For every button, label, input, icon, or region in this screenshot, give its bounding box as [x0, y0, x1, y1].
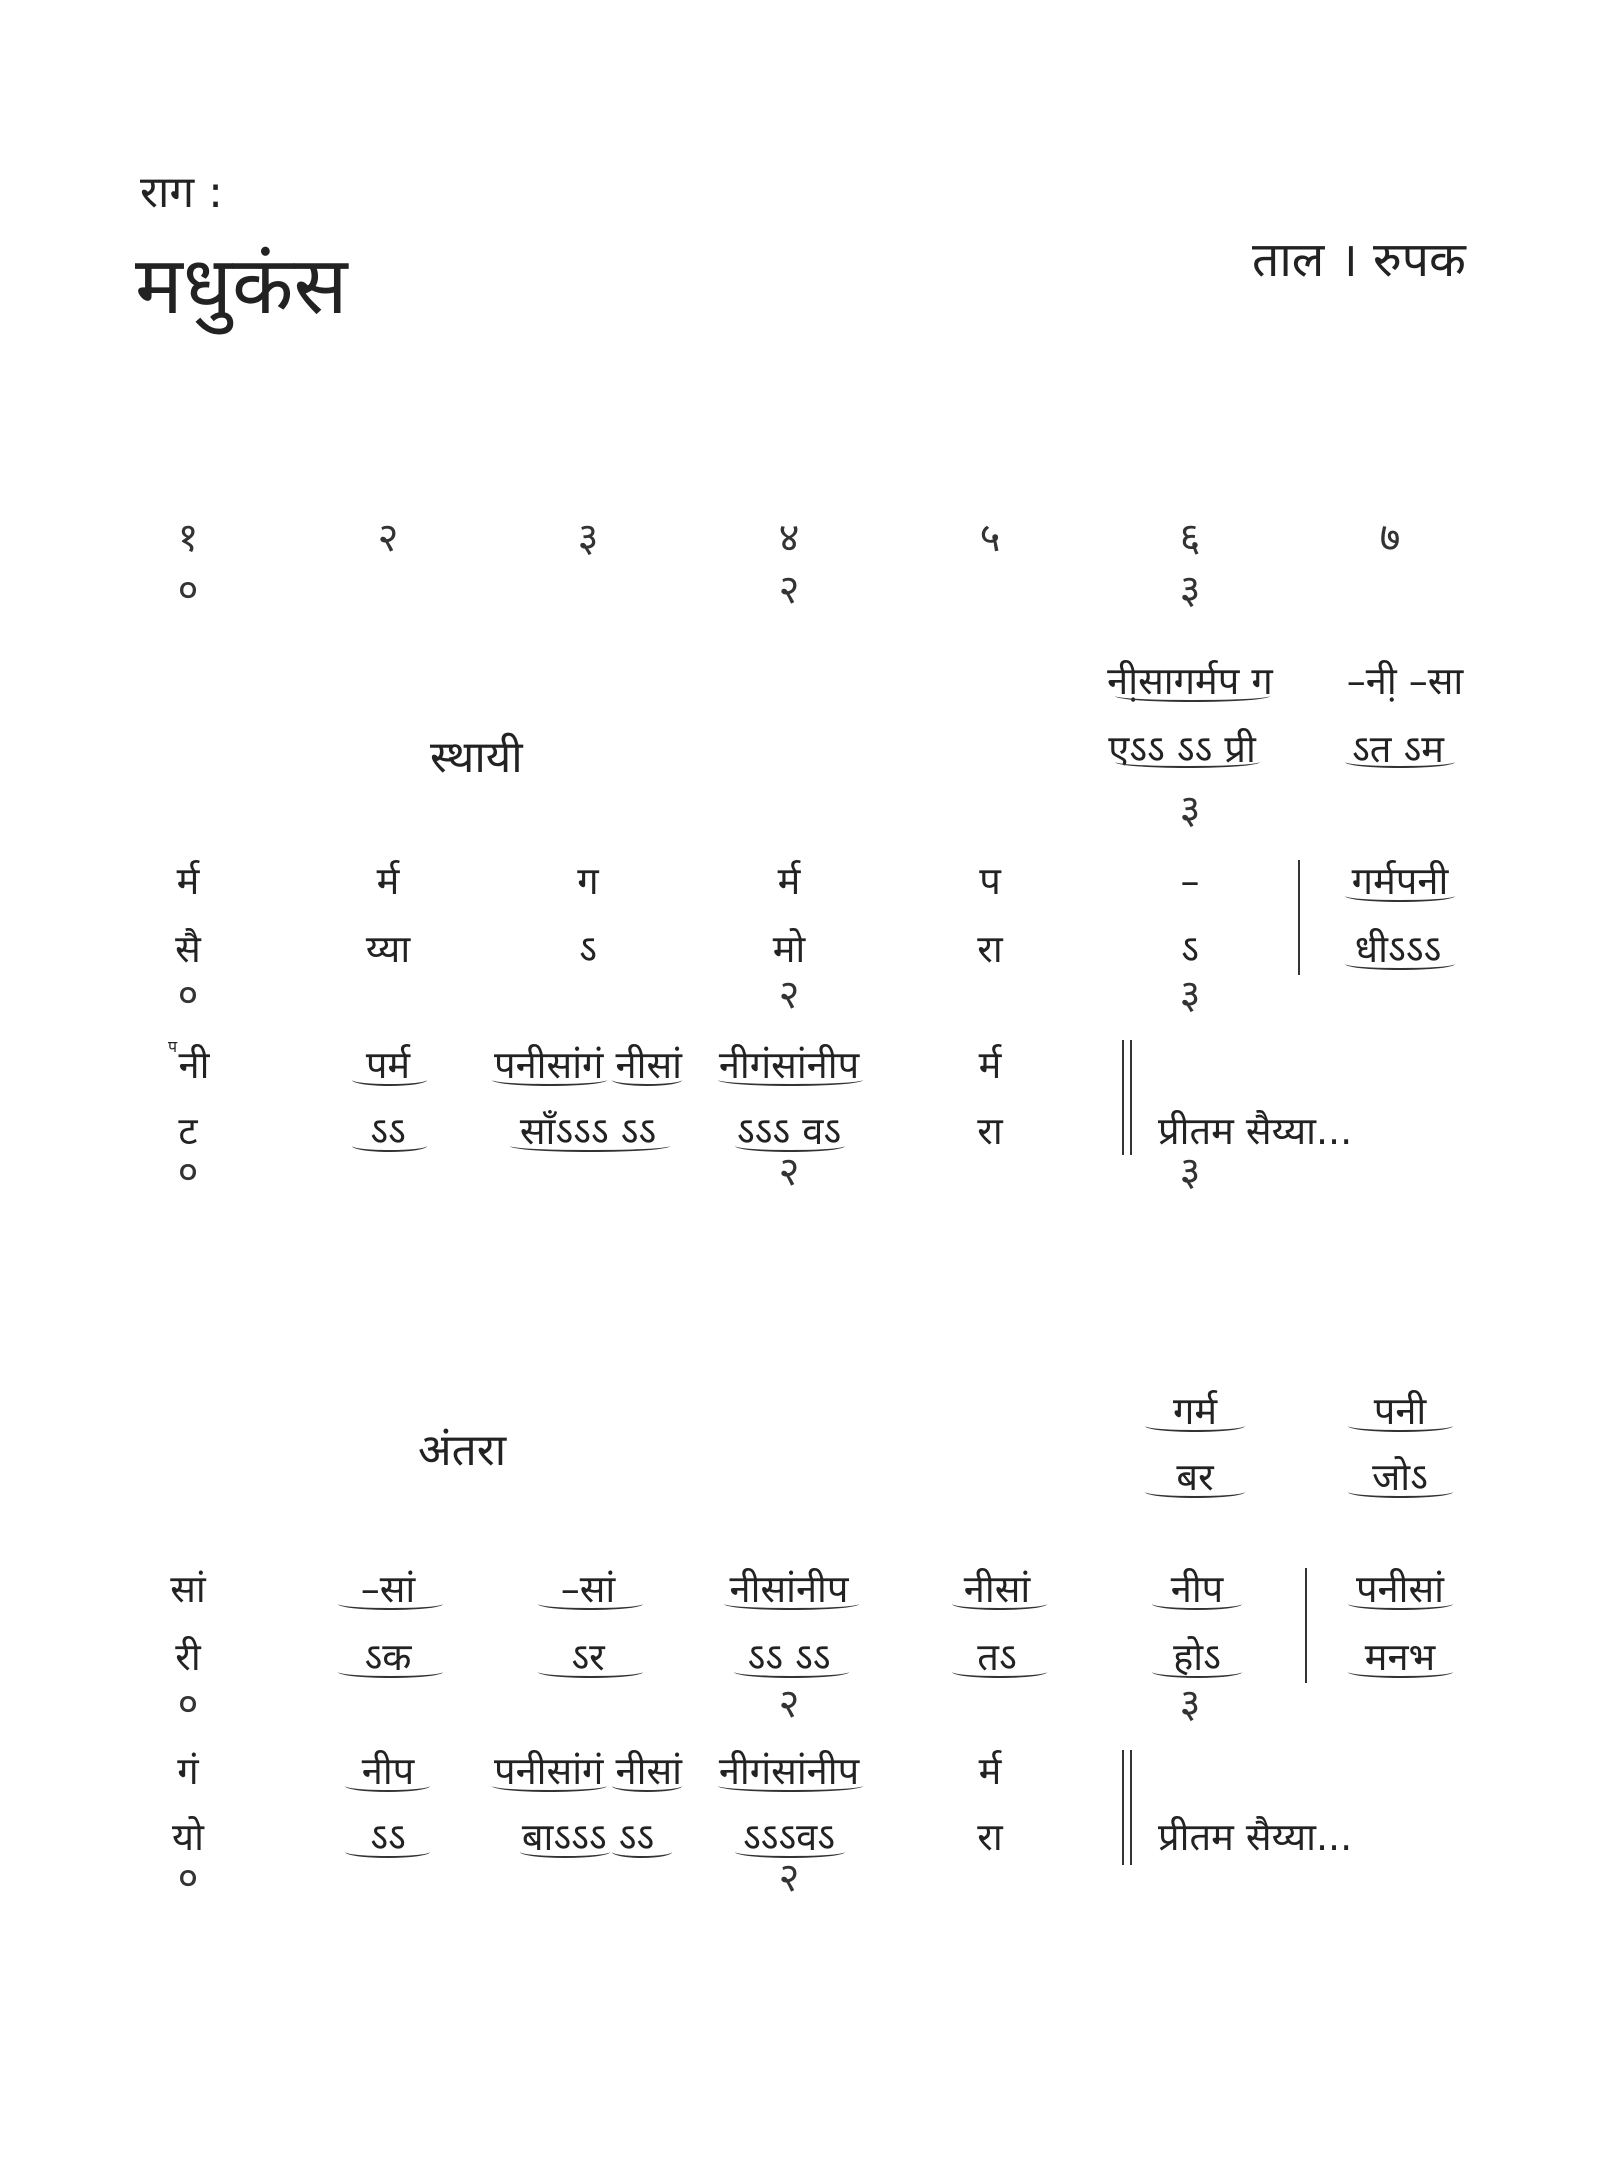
- swar-group: गर्म: [1172, 1389, 1218, 1433]
- bol-group: बर: [1176, 1455, 1214, 1499]
- bol: य्या: [365, 927, 411, 971]
- refrain-text: प्रीतम सैय्या...: [1158, 1815, 1353, 1859]
- swar: र्म: [978, 1749, 1002, 1793]
- bol: रा: [977, 927, 1003, 971]
- slur: [1348, 1666, 1453, 1678]
- bol: यो: [172, 1815, 204, 1859]
- swar-group: नीप: [361, 1749, 415, 1793]
- slur: [520, 1846, 610, 1858]
- beat-number: ६: [1179, 515, 1201, 561]
- bol: सै: [175, 927, 201, 971]
- swar: सां: [170, 1567, 206, 1611]
- swar: –: [1180, 859, 1200, 903]
- beat-number: ४: [778, 515, 800, 561]
- swar-group: –सां: [560, 1567, 616, 1611]
- slur: [338, 1666, 443, 1678]
- final-double-bar: [1130, 1750, 1132, 1865]
- swar-group: –सां: [360, 1567, 416, 1611]
- bol: ऽ: [579, 927, 597, 971]
- swar-group: नीसांनीप: [729, 1567, 849, 1611]
- slur: [952, 1666, 1047, 1678]
- slur: [1345, 958, 1455, 970]
- bol-group: ऽऽ: [370, 1109, 406, 1153]
- beat-number: २: [377, 515, 399, 561]
- bol-group: होऽ: [1173, 1635, 1221, 1679]
- slur: [538, 1598, 643, 1610]
- bol: रा: [977, 1109, 1003, 1153]
- raga-label: राग :: [140, 167, 223, 218]
- section-divider: [1305, 1568, 1307, 1683]
- sthayi-title: स्थायी: [430, 732, 523, 783]
- swar: गं: [177, 1749, 199, 1793]
- slur: [345, 1780, 430, 1792]
- beat-number: ३: [577, 515, 599, 561]
- slur: [352, 1074, 427, 1086]
- swar-group: पनी: [1373, 1389, 1427, 1433]
- slur: [724, 1598, 859, 1610]
- section-divider: [1298, 860, 1300, 975]
- swar-group: पर्म: [365, 1043, 411, 1087]
- slur: [1348, 1486, 1453, 1498]
- slur: [612, 1074, 682, 1086]
- slur: [338, 1598, 443, 1610]
- antara-title: अंतरा: [418, 1425, 507, 1476]
- swar: नी: [178, 1043, 210, 1087]
- bol-group: धीऽऽऽ: [1354, 927, 1442, 971]
- final-double-bar: [1130, 1040, 1132, 1155]
- swar: ग: [577, 859, 599, 903]
- refrain-text: प्रीतम सैय्या...: [1158, 1109, 1353, 1153]
- tali-marker: २: [778, 1149, 800, 1195]
- swar: र्म: [777, 859, 801, 903]
- swar: र्म: [176, 859, 200, 903]
- bol-group: ऽऽऽ वऽ: [736, 1109, 842, 1153]
- bol-group: ऽक: [364, 1635, 412, 1679]
- slur: [1152, 1666, 1242, 1678]
- swar: र्म: [978, 1043, 1002, 1087]
- slur: [510, 1140, 670, 1152]
- tali-marker: ३: [1179, 1681, 1201, 1727]
- swar-group: गर्मपनी: [1351, 859, 1449, 903]
- bol: री: [175, 1635, 201, 1679]
- slur: [1145, 1486, 1245, 1498]
- bol-group: ऽऽ: [370, 1815, 406, 1859]
- bol-group: ऽत ऽम: [1352, 727, 1444, 771]
- beat-number: ७: [1379, 515, 1401, 561]
- slur: [718, 1780, 863, 1792]
- slur: [1115, 690, 1270, 702]
- tali-marker: ०: [177, 1681, 199, 1727]
- slur: [1345, 756, 1455, 768]
- tala-label: ताल । रुपक: [1252, 232, 1466, 288]
- bol-group: बाऽऽऽ ऽऽ: [521, 1815, 655, 1859]
- bol-group: ऽऽऽवऽ: [742, 1815, 836, 1859]
- swar: प: [979, 859, 1001, 903]
- tali-marker: २: [778, 1855, 800, 1901]
- swar-group: नीप: [1170, 1567, 1224, 1611]
- swar-group: नीसां: [963, 1567, 1031, 1611]
- slur: [1348, 1420, 1453, 1432]
- slur: [612, 1846, 672, 1858]
- slur: [612, 1780, 682, 1792]
- tali-marker: २: [778, 972, 800, 1018]
- tali-marker: ३: [1179, 1149, 1201, 1195]
- tali-marker: २: [778, 1681, 800, 1727]
- slur: [1145, 1420, 1245, 1432]
- slur: [1152, 1598, 1242, 1610]
- swar-group: नीगंसांनीप: [718, 1749, 860, 1793]
- final-double-bar: [1122, 1750, 1124, 1865]
- bol-group: ऽऽ ऽऽ: [747, 1635, 831, 1679]
- slur: [1345, 890, 1455, 902]
- slur: [734, 1666, 849, 1678]
- slur: [1348, 1598, 1453, 1610]
- bol: रा: [977, 1815, 1003, 1859]
- tali-marker: ०: [177, 1855, 199, 1901]
- raga-name: मधुकंस: [135, 239, 348, 332]
- swar-group: –नी़ –सा: [1346, 659, 1464, 703]
- swar-group: नी़सागर्मप ग: [1107, 659, 1273, 703]
- beat-number: ५: [979, 515, 1001, 561]
- bol-group: मनभ: [1364, 1635, 1436, 1679]
- bol-group: जोऽ: [1372, 1455, 1428, 1499]
- slur: [1115, 756, 1260, 768]
- bol-group: ऽर: [571, 1635, 605, 1679]
- slur: [492, 1074, 607, 1086]
- beat-number: १: [177, 515, 199, 561]
- grace-note: प: [168, 1037, 178, 1056]
- slur: [952, 1598, 1047, 1610]
- swar: र्म: [376, 859, 400, 903]
- swar-group: नीगंसांनीप: [718, 1043, 860, 1087]
- tali-marker: ३: [1179, 567, 1201, 613]
- bol: ऽ: [1181, 927, 1199, 971]
- bol-group: एऽऽ ऽऽ प्री: [1108, 727, 1256, 771]
- slur: [718, 1074, 863, 1086]
- bol: ट: [178, 1109, 198, 1153]
- tali-marker: ०: [177, 972, 199, 1018]
- tali-marker: २: [778, 567, 800, 613]
- tali-marker: ०: [177, 567, 199, 613]
- final-double-bar: [1122, 1040, 1124, 1155]
- swar-group: पनीसांगं नीसां: [494, 1043, 682, 1087]
- bol: मो: [772, 927, 806, 971]
- tali-marker: ०: [177, 1149, 199, 1195]
- swar-group: पनीसां: [1355, 1567, 1445, 1611]
- slur: [492, 1780, 607, 1792]
- slur: [345, 1846, 430, 1858]
- tali-marker: ३: [1179, 972, 1201, 1018]
- slur: [352, 1140, 427, 1152]
- tali-marker: ३: [1179, 787, 1201, 833]
- bol-group: तऽ: [977, 1635, 1017, 1679]
- slur: [538, 1666, 643, 1678]
- bol-group: साँऽऽऽ ऽऽ: [519, 1109, 657, 1153]
- swar-group: पनीसांगं नीसां: [494, 1749, 682, 1793]
